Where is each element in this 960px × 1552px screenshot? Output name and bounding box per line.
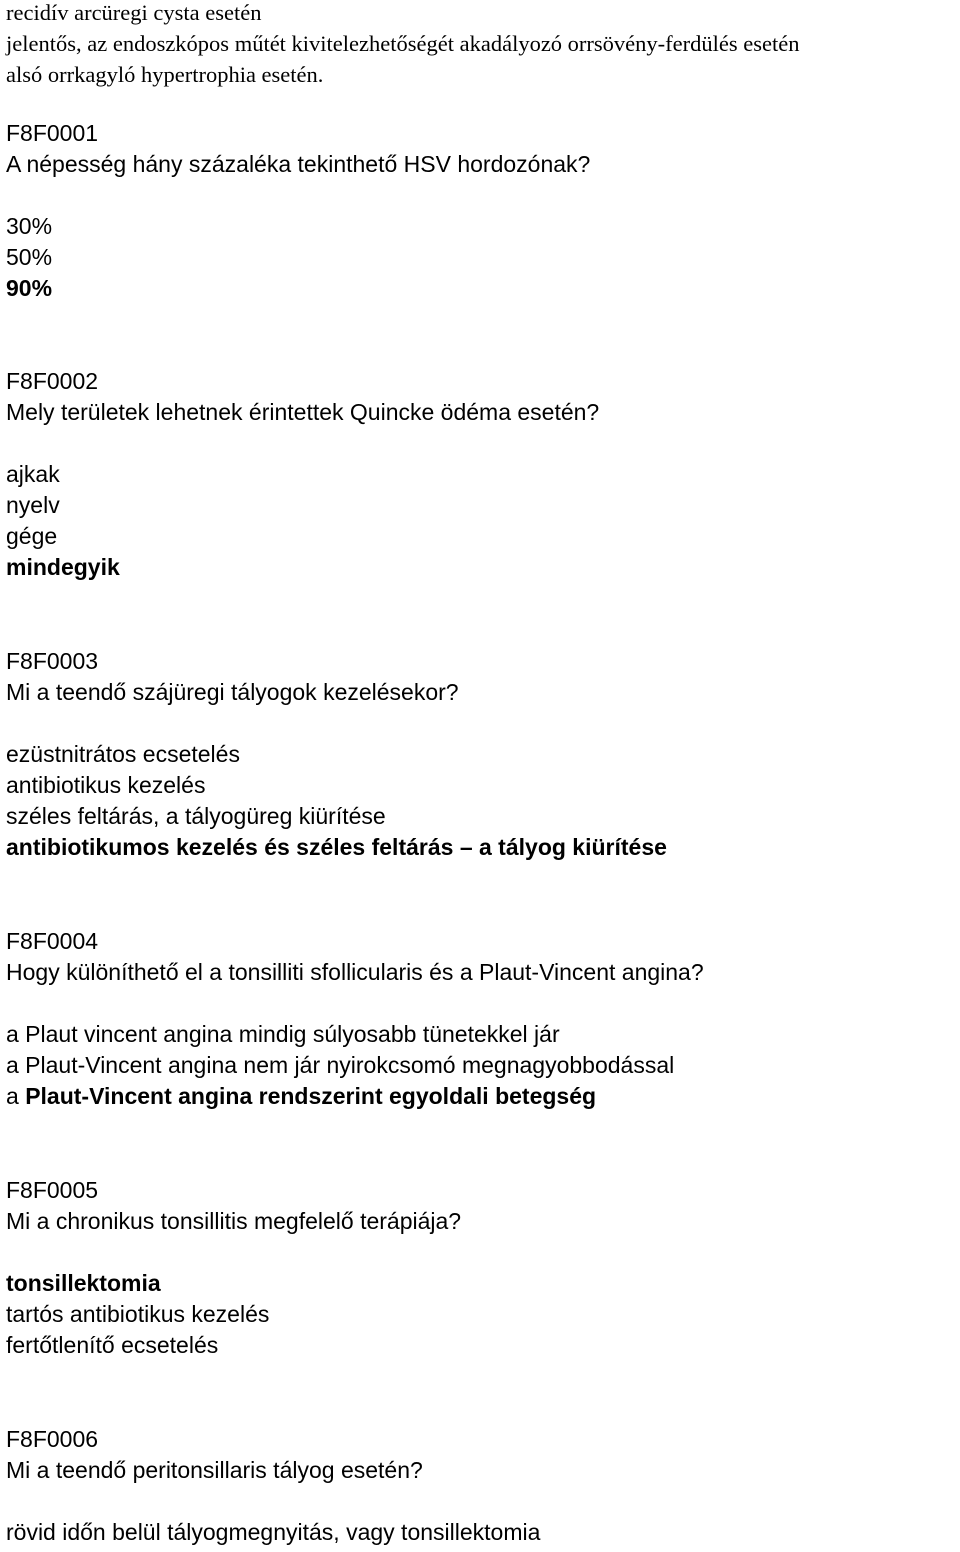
answer-list <box>6 1019 704 1112</box>
answer-option: a Plaut-Vincent angina nem jár nyirokcsomó megnagyobbodással <box>6 1052 675 1078</box>
document-page <box>6 0 956 1545</box>
answer-option: antibiotikus kezelés <box>6 772 206 798</box>
answer-list <box>6 739 667 863</box>
question-code: F8F0001 <box>6 120 99 146</box>
answer-option-correct: Plaut-Vincent angina rendszerint egyoldali betegség <box>25 1083 597 1109</box>
answer-option: 50% <box>6 244 53 270</box>
answer-option-correct: tonsillektomia <box>6 1270 161 1296</box>
question-code: F8F0004 <box>6 928 99 954</box>
answer-option: nyelv <box>6 492 60 518</box>
answer-option: széles feltárás, a tályogüreg kiürítése <box>6 803 386 829</box>
answer-option: ajkak <box>6 461 60 487</box>
answer-option: a Plaut vincent angina mindig súlyosabb tünetekkel jár <box>6 1021 560 1047</box>
intro-line: alsó orrkagyló hypertrophia esetén. <box>6 62 324 87</box>
answer-option: 30% <box>6 213 53 239</box>
question-block-f8f0006 <box>6 1424 540 1548</box>
answer-option-correct: 90% <box>6 275 53 301</box>
answer-list <box>6 459 599 583</box>
question-code: F8F0002 <box>6 368 99 394</box>
question-code: F8F0003 <box>6 648 99 674</box>
answer-option-correct-line <box>6 1081 704 1112</box>
answer-option: fertőtlenítő ecsetelés <box>6 1332 219 1358</box>
question-text: Mely területek lehetnek érintettek Quincke ödéma esetén? <box>6 399 600 425</box>
question-text: Hogy különíthető el a tonsilliti sfollicularis és a Plaut-Vincent angina? <box>6 959 704 985</box>
answer-list <box>6 211 590 304</box>
answer-option: tartós antibiotikus kezelés <box>6 1301 270 1327</box>
answer-list <box>6 1517 540 1548</box>
question-code: F8F0006 <box>6 1426 99 1452</box>
question-text: A népesség hány százaléka tekinthető HSV hordozónak? <box>6 151 591 177</box>
answer-prefix: a <box>6 1083 26 1109</box>
answer-option: rövid időn belül tályogmegnyitás, vagy tonsillektomia <box>6 1519 541 1545</box>
question-block-f8f0002 <box>6 366 599 583</box>
answer-list <box>6 1268 461 1361</box>
question-block-f8f0003 <box>6 646 667 863</box>
intro-line: recidív arcüregi cysta esetén <box>6 0 262 25</box>
answer-option-correct: mindegyik <box>6 554 120 580</box>
answer-option-correct: antibiotikumos kezelés és széles feltárás – a tályog kiürítése <box>6 834 667 860</box>
question-text: Mi a teendő szájüregi tályogok kezelésekor? <box>6 679 459 705</box>
question-text: Mi a teendő peritonsillaris tályog esetén? <box>6 1457 423 1483</box>
question-block-f8f0001 <box>6 118 590 304</box>
question-block-f8f0004 <box>6 926 704 1112</box>
intro-answer-list <box>6 0 956 90</box>
answer-option: ezüstnitrátos ecsetelés <box>6 741 240 767</box>
intro-line: jelentős, az endoszkópos műtét kivitelezhetőségét akadályozó orrsövény-ferdülés esetén <box>6 31 800 56</box>
question-code: F8F0005 <box>6 1177 99 1203</box>
question-text: Mi a chronikus tonsillitis megfelelő terápiája? <box>6 1208 462 1234</box>
answer-option: gége <box>6 523 58 549</box>
question-block-f8f0005 <box>6 1175 461 1361</box>
